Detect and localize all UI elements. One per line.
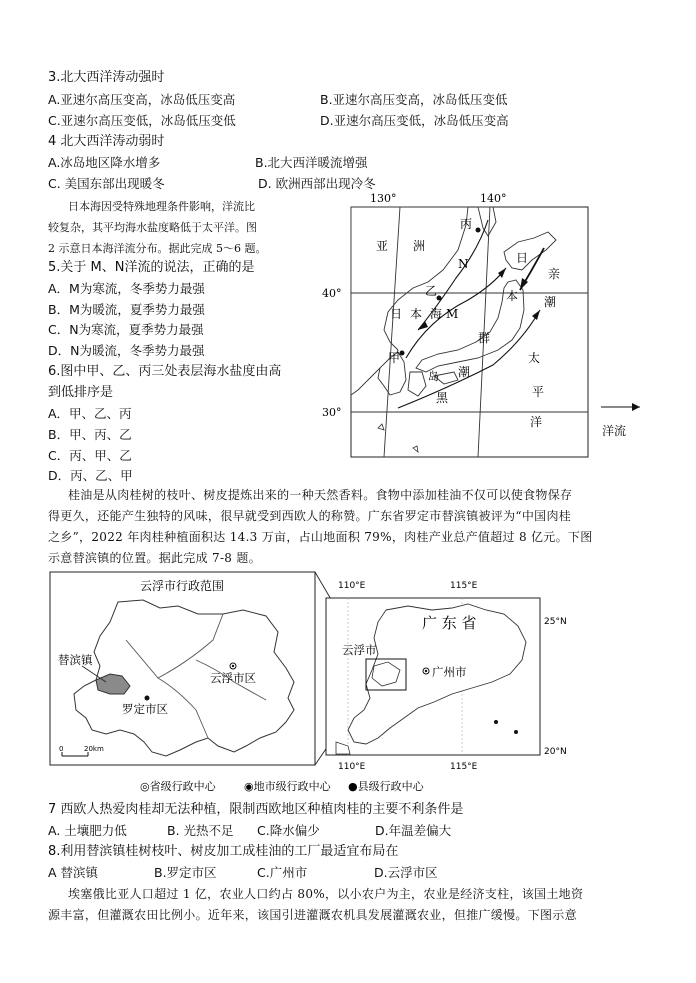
q8-option-b: B.罗定市区: [154, 865, 217, 880]
q6-stem-line1: 6.图中甲、乙、丙三处表层海水盐度由高: [48, 364, 282, 379]
point-yi: [437, 296, 442, 301]
q4-option-c: C. 美国东部出现暖冬: [48, 176, 165, 191]
intro78-line2: 得更久，还能产生独特的风味，很早就受到西欧人的称赞。广东省罗定市替滨镇被评为“中国肉桂: [48, 509, 572, 523]
intro56-line3: 2 示意日本海洋流分布。据此完成 5～6 题。: [48, 242, 267, 255]
intro78-line3: 之乡”，2022 年肉桂种植面积达 14.3 万亩，占山地面积 79%，肉桂产业总产值超过 8 亿元。下图: [48, 530, 593, 544]
label-sea-3: 海: [430, 307, 443, 321]
intro56-line1: 日本海因受特殊地理条件影响，洋流比: [68, 200, 255, 213]
island-dot: [494, 720, 498, 724]
label-pacific-3: 洋: [530, 415, 543, 429]
label-M: M: [446, 307, 459, 321]
label-oyashio-1: 亲: [548, 267, 561, 281]
q5-stem: 5.关于 M、N洋流的说法，正确的是: [48, 260, 255, 275]
intro56-line2: 较复杂，其平均海水盐度略低于太平洋。图: [48, 221, 257, 234]
label-sea-2: 本: [410, 307, 423, 321]
scale-zero: 0: [59, 745, 64, 753]
label-kuroshio-1: 潮: [458, 365, 471, 379]
label-yi: 乙: [425, 284, 438, 298]
label-japan-1: 日: [516, 251, 529, 265]
q3-option-b: B.亚速尔高压变高，冰岛低压变低: [320, 92, 508, 107]
intro78-line1: 桂油是从肉桂树的枝叶、树皮提炼出来的一种天然香料。食物中添加桂油不仅可以使食物保存: [68, 488, 573, 502]
intro-last-line2: 源丰富，但灌溉农田比例小。近年来，该国引进灌溉农机具发展灌溉农业，但推广缓慢。下图示意: [48, 908, 577, 922]
q6-option-b: B．甲、丙、乙: [48, 427, 132, 442]
q6-option-c: C．丙、甲、乙: [48, 448, 132, 463]
q5-option-c: C．N为寒流，夏季势力最强: [48, 322, 204, 337]
lat-30-label: 30°: [322, 406, 342, 419]
q6-option-d: D．丙、乙、甲: [48, 468, 133, 483]
label-asia-2: 洲: [413, 239, 426, 253]
q8-option-c: C.广州市: [257, 865, 308, 880]
legend-current-arrowhead: [632, 403, 640, 411]
province-label: 广 东 省: [422, 614, 477, 632]
label-sea-1: 日: [390, 307, 403, 321]
intro78-line4: 示意替滨镇的位置。据此完成 7-8 题。: [48, 551, 261, 565]
lon-115-label-top: 115°E: [450, 581, 478, 591]
q4-option-a: A.冰岛地区降水增多: [48, 155, 161, 170]
intro-last-line1: 埃塞俄比亚人口超过 1 亿，农业人口约占 80%，以小农户为主，农业是经济支柱，该国土地资: [68, 887, 584, 901]
q6-option-a: A．甲、乙、丙: [48, 406, 132, 421]
q8-option-d: D.云浮市区: [374, 865, 438, 880]
legend-county-center: ●县级行政中心: [348, 780, 424, 793]
q6-stem-line2: 到低排序是: [48, 385, 114, 400]
legend-prefecture-center: ◉地市级行政中心: [244, 780, 331, 793]
lon-130-label: 130°: [370, 192, 397, 205]
yunfu-district-label: 云浮市区: [210, 671, 256, 685]
lat-20-label: 20°N: [544, 747, 567, 757]
label-oyashio-2: 潮: [544, 295, 557, 309]
q8-option-a: A 替滨镇: [48, 865, 99, 880]
q7-option-c: C.降水偏少: [257, 823, 320, 838]
q7-option-b: B. 光热不足: [167, 823, 234, 838]
legend-provincial-center: ◎省级行政中心: [140, 780, 216, 793]
island-dot: [514, 730, 518, 734]
q4-option-b: B.北大西洋暖流增强: [255, 155, 368, 170]
label-asia-1: 亚: [376, 239, 389, 253]
q5-option-b: B．M为暖流，夏季势力最强: [48, 302, 205, 317]
tibin-label: 替滨镇: [58, 653, 93, 667]
label-qunjian: 群: [478, 331, 491, 345]
lat-40-label: 40°: [322, 287, 342, 300]
yunfu-city-label: 云浮市: [342, 643, 377, 657]
lon-110-label-bottom: 110°E: [338, 762, 366, 772]
lon-115-label-bottom: 115°E: [450, 762, 478, 772]
point-bing: [476, 228, 481, 233]
label-N: N: [458, 257, 469, 271]
q7-option-a: A. 土壤肥力低: [48, 823, 127, 838]
q3-stem: 3.北大西洋涛动强时: [48, 70, 165, 85]
point-jia: [400, 351, 405, 356]
q4-option-d: D. 欧洲西部出现冷冬: [258, 176, 376, 191]
q3-option-d: D.亚速尔高压变低，冰岛低压变高: [320, 113, 509, 128]
lon-110-label-top: 110°E: [338, 581, 366, 591]
lat-25-label: 25°N: [544, 617, 567, 627]
q7-stem: 7 西欧人热爱肉桂却无法种植，限制西欧地区种植肉桂的主要不利条件是: [48, 802, 464, 817]
label-kuroshio-2: 黑: [436, 391, 449, 405]
q3-option-c: C.亚速尔高压变低，冰岛低压变低: [48, 113, 236, 128]
q7-option-d: D.年温差偏大: [375, 823, 452, 838]
label-pacific-1: 太: [528, 351, 541, 365]
luoding-marker: [145, 696, 150, 701]
yunfu-district-marker-dot: [232, 665, 234, 667]
guangzhou-marker-dot: [425, 670, 427, 672]
q8-stem: 8.利用替滨镇桂树枝叶、树皮加工成桂油的工厂最适宜布局在: [48, 844, 399, 859]
guangzhou-label: 广州市: [432, 665, 467, 679]
guangdong-location-map: [48, 570, 648, 795]
label-jia: 甲: [388, 351, 401, 365]
q4-stem: 4 北大西洋涛动弱时: [48, 134, 165, 149]
q5-option-d: D．N为暖流，冬季势力最强: [48, 343, 205, 358]
label-bing: 丙: [460, 217, 473, 231]
japan-sea-map: [318, 190, 658, 465]
label-japan-2: 本: [506, 289, 519, 303]
luoding-label: 罗定市区: [122, 702, 168, 716]
scale-label: 20km: [84, 745, 104, 753]
label-pacific-2: 平: [532, 385, 545, 399]
lon-140-label: 140°: [480, 192, 507, 205]
label-dao: 岛: [428, 370, 439, 383]
q5-option-a: A．M为寒流，冬季势力最强: [48, 281, 205, 296]
yunfu-map-title: 云浮市行政范围: [140, 579, 225, 593]
q3-option-a: A.亚速尔高压变高，冰岛低压变高: [48, 92, 236, 107]
legend-current-label: 洋流: [602, 424, 627, 438]
